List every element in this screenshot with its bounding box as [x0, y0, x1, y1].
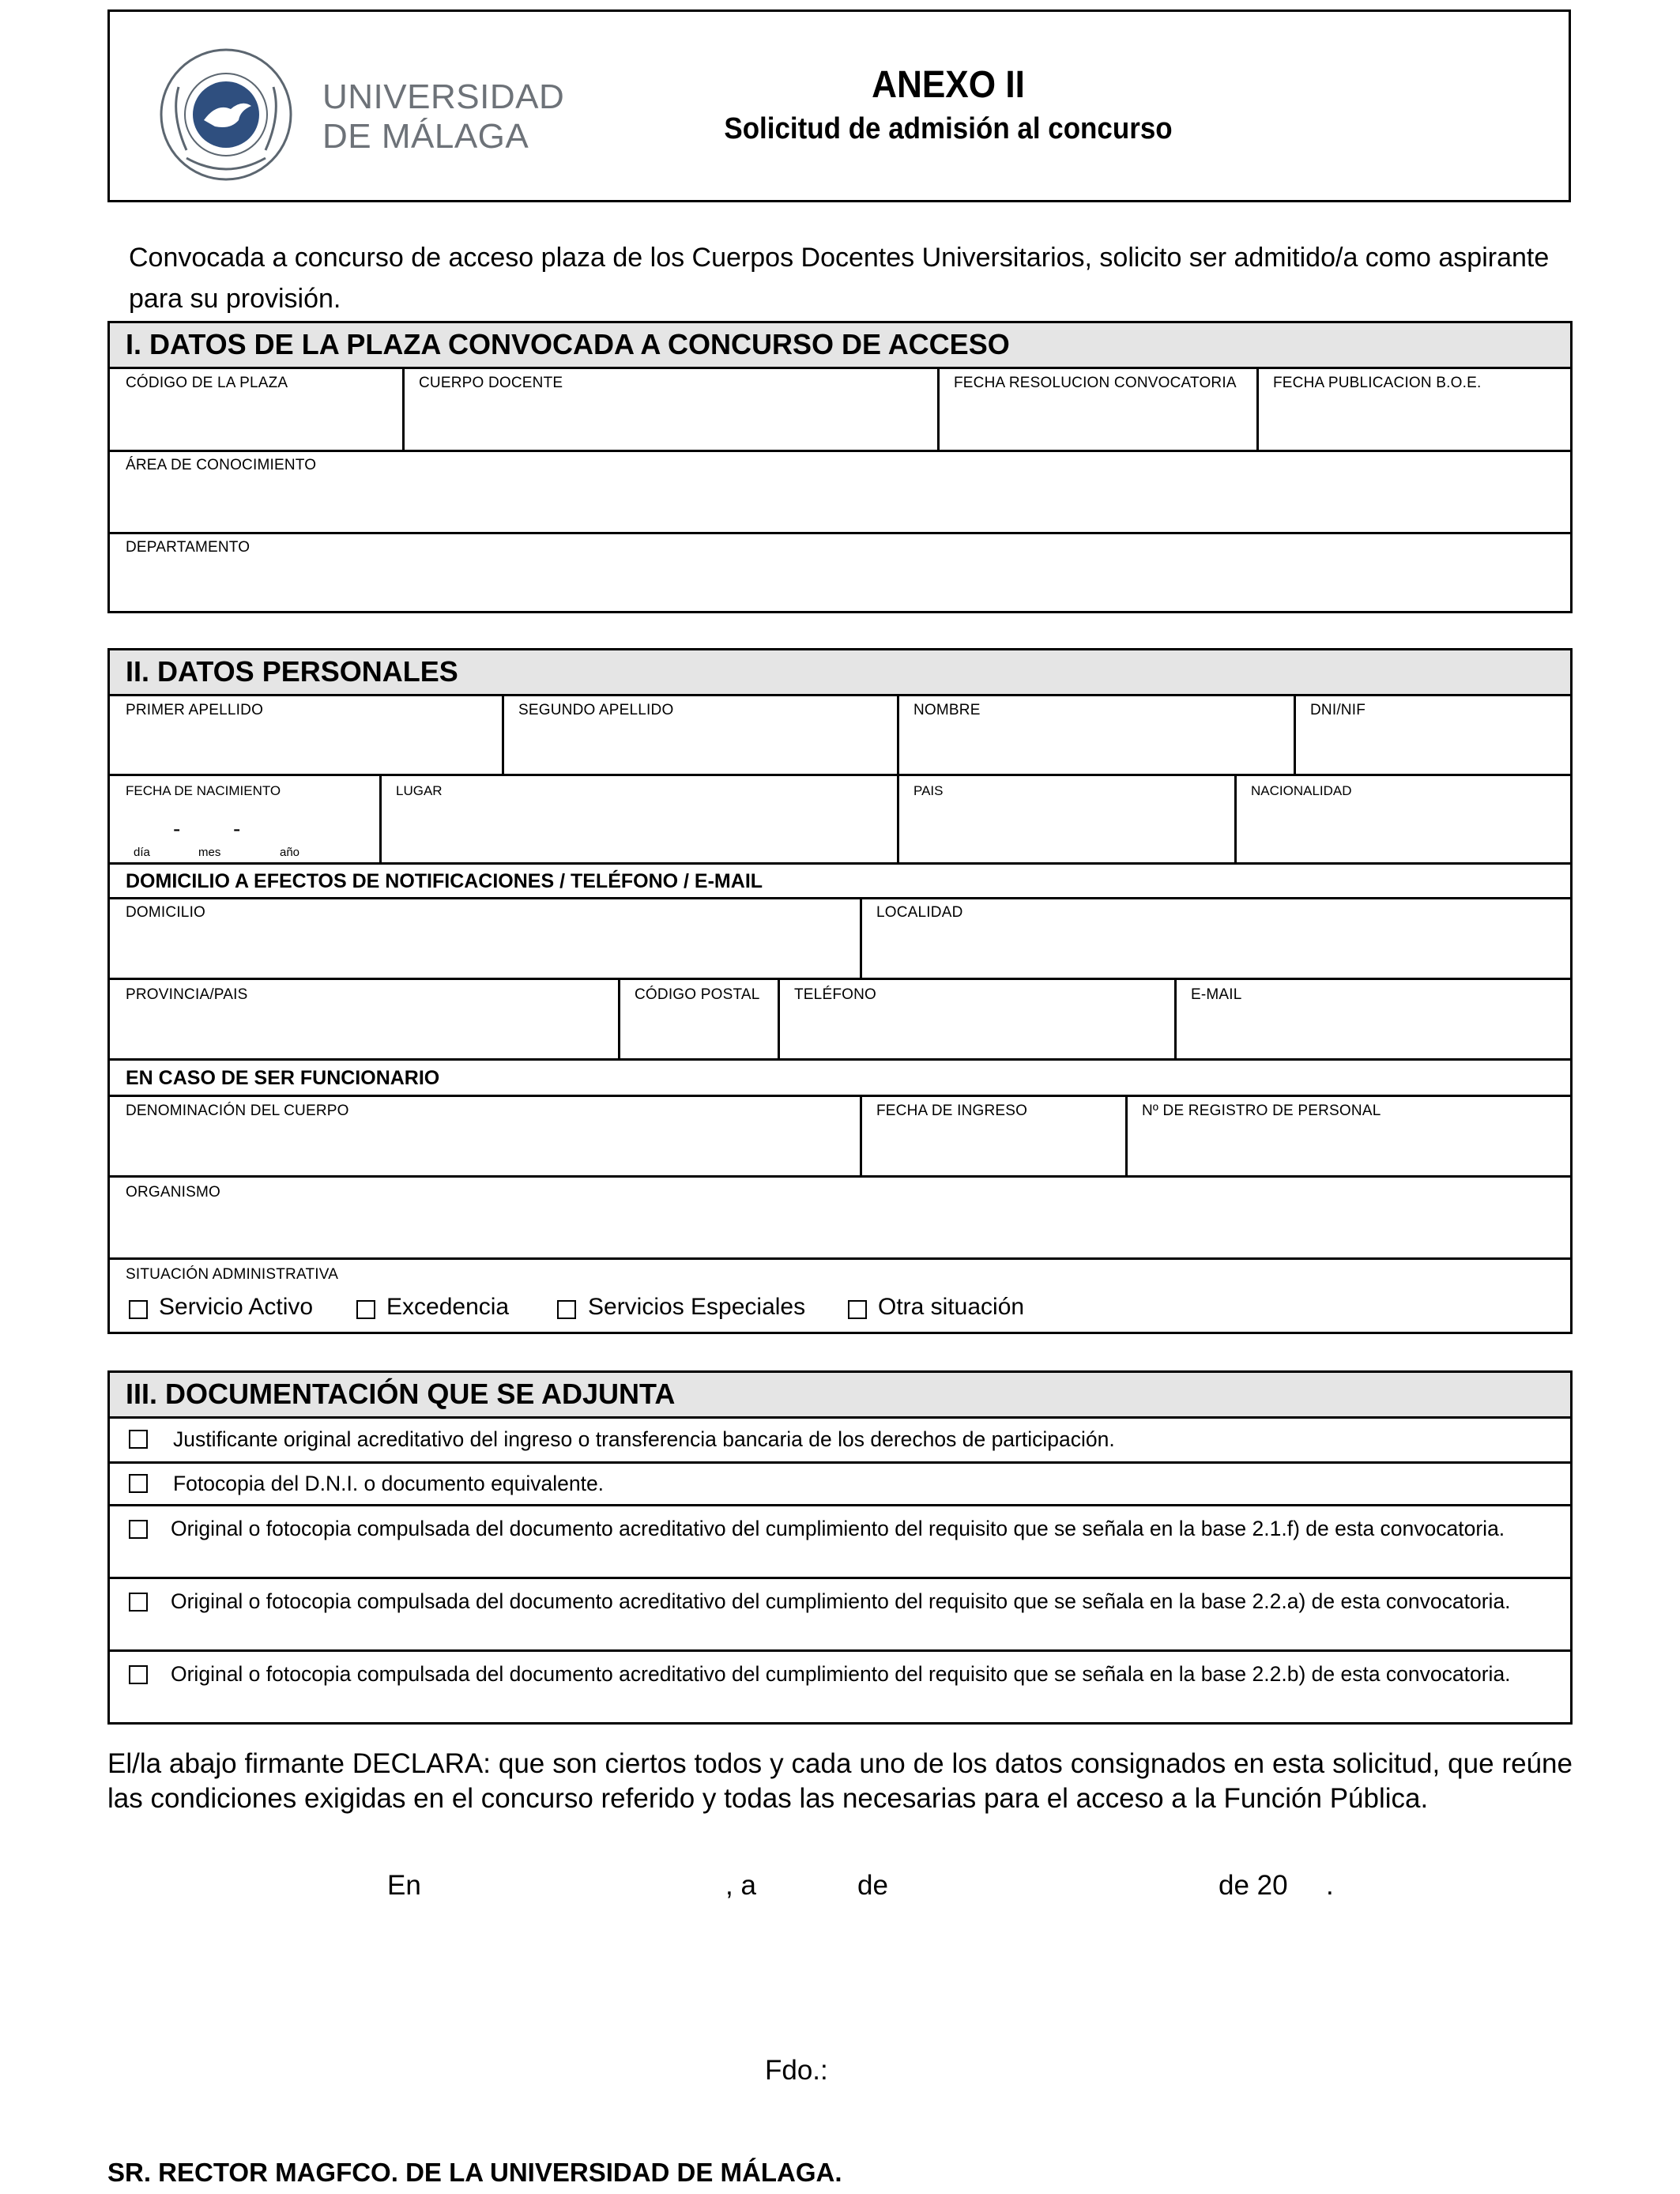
excedencia-checkbox[interactable]: [356, 1300, 375, 1319]
fecha-resolucion-field[interactable]: FECHA RESOLUCION CONVOCATORIA: [954, 375, 1237, 391]
servicio-activo-label: Servicio Activo: [159, 1294, 314, 1320]
servicios-especiales-checkbox[interactable]: [557, 1300, 576, 1319]
email-field[interactable]: E-MAIL: [1191, 986, 1242, 1003]
segundo-apellido-field[interactable]: SEGUNDO APELLIDO: [518, 702, 674, 718]
domicilio-field[interactable]: DOMICILIO: [126, 904, 206, 921]
dia-label: día: [134, 846, 150, 859]
doc-justificante-label: Justificante original acreditativo del ingreso o transferencia bancaria de los derechos de participación.: [173, 1427, 1115, 1451]
date-year-label: de 20: [1219, 1870, 1288, 1901]
doc-base-2-1-f-label: Original o fotocopia compulsada del documento acreditativo del cumplimiento del requisito que se señala en la base 2.1.f) de esta convocatoria.: [171, 1517, 1505, 1540]
anio-label: año: [280, 846, 300, 859]
registro-personal-field[interactable]: Nº DE REGISTRO DE PERSONAL: [1142, 1103, 1381, 1119]
intro-text: Convocada a concurso de acceso plaza de los Cuerpos Docentes Universitarios, solicito ser admitido/a como aspirante para su provisión.: [129, 243, 1550, 314]
primer-apellido-field[interactable]: PRIMER APELLIDO: [126, 702, 264, 718]
date-separator: -: [173, 816, 181, 841]
addressee: SR. RECTOR MAGFCO. DE LA UNIVERSIDAD DE MÁLAGA.: [107, 2158, 842, 2187]
doc-base-2-2-a-label: Original o fotocopia compulsada del documento acreditativo del cumplimiento del requisito que se señala en la base 2.2.a) de esta convocatoria.: [171, 1589, 1511, 1613]
section-plaza: [107, 321, 1573, 613]
area-conocimiento-field[interactable]: ÁREA DE CONOCIMIENTO: [126, 457, 317, 473]
telefono-field[interactable]: TELÉFONO: [794, 986, 877, 1003]
domicilio-heading: DOMICILIO A EFECTOS DE NOTIFICACIONES / TELÉFONO / E-MAIL: [126, 870, 763, 892]
codigo-plaza-field[interactable]: CÓDIGO DE LA PLAZA: [126, 375, 288, 391]
doc-base-2-2-b-checkbox[interactable]: [129, 1665, 148, 1684]
date-de-label: de: [857, 1870, 888, 1901]
section-plaza-title: I. DATOS DE LA PLAZA CONVOCADA A CONCURSO DE ACCESO: [110, 323, 1570, 369]
mes-label: mes: [198, 846, 221, 859]
doc-dni-label: Fotocopia del D.N.I. o documento equivalente.: [173, 1472, 605, 1495]
section-personal-title: II. DATOS PERSONALES: [110, 650, 1570, 696]
situacion-label: SITUACIÓN ADMINISTRATIVA: [126, 1266, 339, 1283]
doc-base-2-1-f-checkbox[interactable]: [129, 1520, 148, 1539]
excedencia-label: Excedencia: [386, 1294, 510, 1320]
fecha-publicacion-field[interactable]: FECHA PUBLICACION B.O.E.: [1273, 375, 1482, 391]
funcionario-heading: EN CASO DE SER FUNCIONARIO: [126, 1067, 440, 1089]
localidad-field[interactable]: LOCALIDAD: [876, 904, 963, 921]
doc-justificante-checkbox[interactable]: [129, 1430, 148, 1449]
date-separator: -: [233, 816, 241, 841]
fecha-ingreso-field[interactable]: FECHA DE INGRESO: [876, 1103, 1028, 1119]
university-seal-logo: [155, 47, 297, 182]
doc-dni-checkbox[interactable]: [129, 1474, 148, 1493]
fecha-nacimiento-field[interactable]: FECHA DE NACIMIENTO: [126, 783, 281, 798]
university-name-logo: UNIVERSIDAD DE MÁLAGA: [322, 77, 565, 156]
doc-base-2-2-a-checkbox[interactable]: [129, 1593, 148, 1612]
departamento-field[interactable]: DEPARTAMENTO: [126, 539, 250, 556]
place-a-label: , a: [725, 1870, 756, 1901]
organismo-field[interactable]: ORGANISMO: [126, 1184, 221, 1201]
doc-base-2-2-b-label: Original o fotocopia compulsada del documento acreditativo del cumplimiento del requisito que se señala en la base 2.2.b) de esta convocatoria.: [171, 1662, 1511, 1686]
signature-label: Fdo.:: [765, 2055, 828, 2086]
lugar-field[interactable]: LUGAR: [396, 783, 443, 798]
servicios-especiales-label: Servicios Especiales: [588, 1294, 806, 1320]
pais-field[interactable]: PAIS: [913, 783, 944, 798]
otra-situacion-checkbox[interactable]: [848, 1300, 867, 1319]
declaration-text: El/la abajo firmante DECLARA: que son ciertos todos y cada uno de los datos consignados en esta solicitud, que reúne las condiciones exigidas en el concurso referido y todas las necesarias para el acceso a la Función Pública.: [107, 1748, 1573, 1814]
date-dot: .: [1326, 1870, 1334, 1901]
servicio-activo-checkbox[interactable]: [129, 1300, 148, 1319]
cuerpo-docente-field[interactable]: CUERPO DOCENTE: [419, 375, 563, 391]
provincia-field[interactable]: PROVINCIA/PAIS: [126, 986, 248, 1003]
page-subtitle: Solicitud de admisión al concurso: [724, 112, 1173, 145]
section-documentacion-title: III. DOCUMENTACIÓN QUE SE ADJUNTA: [110, 1373, 1570, 1419]
page-title: ANEXO II: [872, 64, 1025, 106]
nacionalidad-field[interactable]: NACIONALIDAD: [1251, 783, 1352, 798]
nombre-field[interactable]: NOMBRE: [913, 702, 981, 718]
otra-situacion-label: Otra situación: [878, 1294, 1025, 1320]
dni-field[interactable]: DNI/NIF: [1310, 702, 1366, 718]
place-en-label: En: [387, 1870, 421, 1901]
section-personal: [107, 648, 1573, 1334]
section-documentacion: [107, 1370, 1573, 1725]
denominacion-cuerpo-field[interactable]: DENOMINACIÓN DEL CUERPO: [126, 1103, 349, 1119]
codigo-postal-field[interactable]: CÓDIGO POSTAL: [635, 986, 760, 1003]
